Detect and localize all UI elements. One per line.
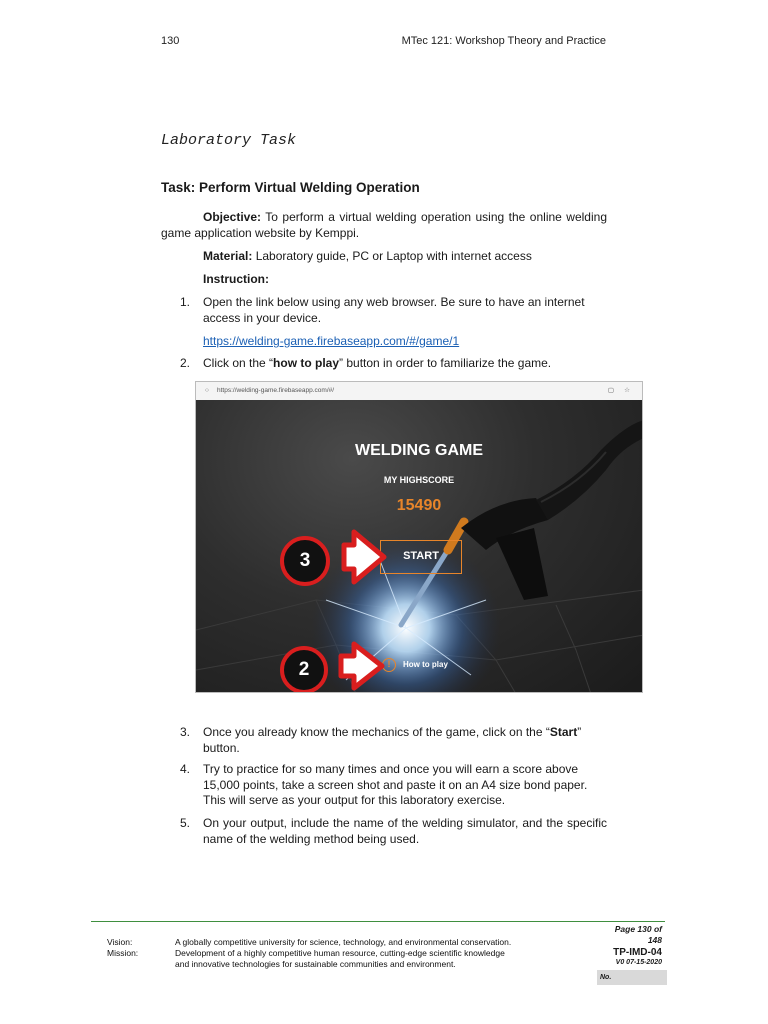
mission-text-line1: Development of a highly competitive human resource, cutting-edge scientific knowledge (175, 948, 505, 958)
step-text: Try to practice for so many times and once you will earn a score above 15,000 points, take a screen shot and paste it on an A4 size bond paper. This will serve as your output for this laboratory exercise. (203, 762, 588, 807)
step-text: On your output, include the name of the welding simulator, and the specific name of the welding method being used. (203, 816, 607, 846)
doc-no-box: No. (597, 970, 667, 985)
browser-url-bar (196, 382, 642, 401)
share-icon: ▢ (607, 387, 614, 394)
instruction-label: Instruction: (203, 272, 269, 286)
task-title: Task: Perform Virtual Welding Operation (161, 180, 420, 195)
highscore-value: 15490 (396, 497, 442, 514)
lock-icon: ○ (205, 387, 209, 394)
objective: Objective: To perform a virtual welding operation using the online welding game application website by Kemppi. (161, 210, 607, 240)
page-number: 130 (161, 35, 180, 47)
browser-url: https://welding-game.firebaseapp.com/#/ (217, 387, 335, 394)
lab-title: Laboratory Task (161, 132, 297, 149)
step-text: Click on the “how to play” button in order to familiarize the game. (203, 356, 552, 370)
start-button[interactable]: START (380, 540, 462, 574)
course-title: MTec 121: Workshop Theory and Practice (401, 35, 606, 47)
step-text: Once you already know the mechanics of the game, click on the “Start” button. (203, 725, 582, 755)
vision-text: A globally competitive university for science, technology, and environmental conservation. (175, 937, 512, 947)
info-icon[interactable]: ! (382, 658, 396, 672)
doc-version: V0 07-15-2020 (615, 959, 662, 966)
mission-label: Mission: (107, 948, 139, 958)
footer-divider (91, 921, 665, 922)
step-number: 4. (180, 762, 191, 776)
game-link[interactable]: https://welding-game.firebaseapp.com/#/game/1 (203, 334, 460, 348)
arrow-icon (341, 644, 382, 688)
step-number: 2. (180, 356, 191, 370)
game-title: WELDING GAME (355, 442, 483, 459)
mission-text-line2: and innovative technologies for sustainable communities and environment. (175, 959, 456, 969)
step-text: Open the link below using any web browser. Be sure to have an internet access in your device. (203, 295, 585, 325)
game-canvas (196, 400, 642, 693)
game-screenshot (195, 381, 643, 693)
highscore-label: MY HIGHSCORE (383, 475, 455, 485)
step-number: 1. (180, 295, 191, 309)
marker-3-badge: 3 (280, 536, 330, 586)
arrow-icon (344, 532, 384, 582)
step-number: 5. (180, 816, 191, 830)
doc-code: TP-IMD-04 (613, 947, 662, 958)
step-number: 3. (180, 725, 191, 739)
page-count-line1: Page 130 of (614, 924, 662, 934)
material: Material: Laboratory guide, PC or Laptop with internet access (203, 249, 532, 263)
marker-2-badge: 2 (280, 646, 328, 693)
vision-label: Vision: (107, 937, 133, 947)
star-icon: ☆ (624, 387, 630, 394)
page-count-line2: 148 (647, 935, 662, 945)
how-to-play-button[interactable]: How to play (403, 660, 448, 669)
